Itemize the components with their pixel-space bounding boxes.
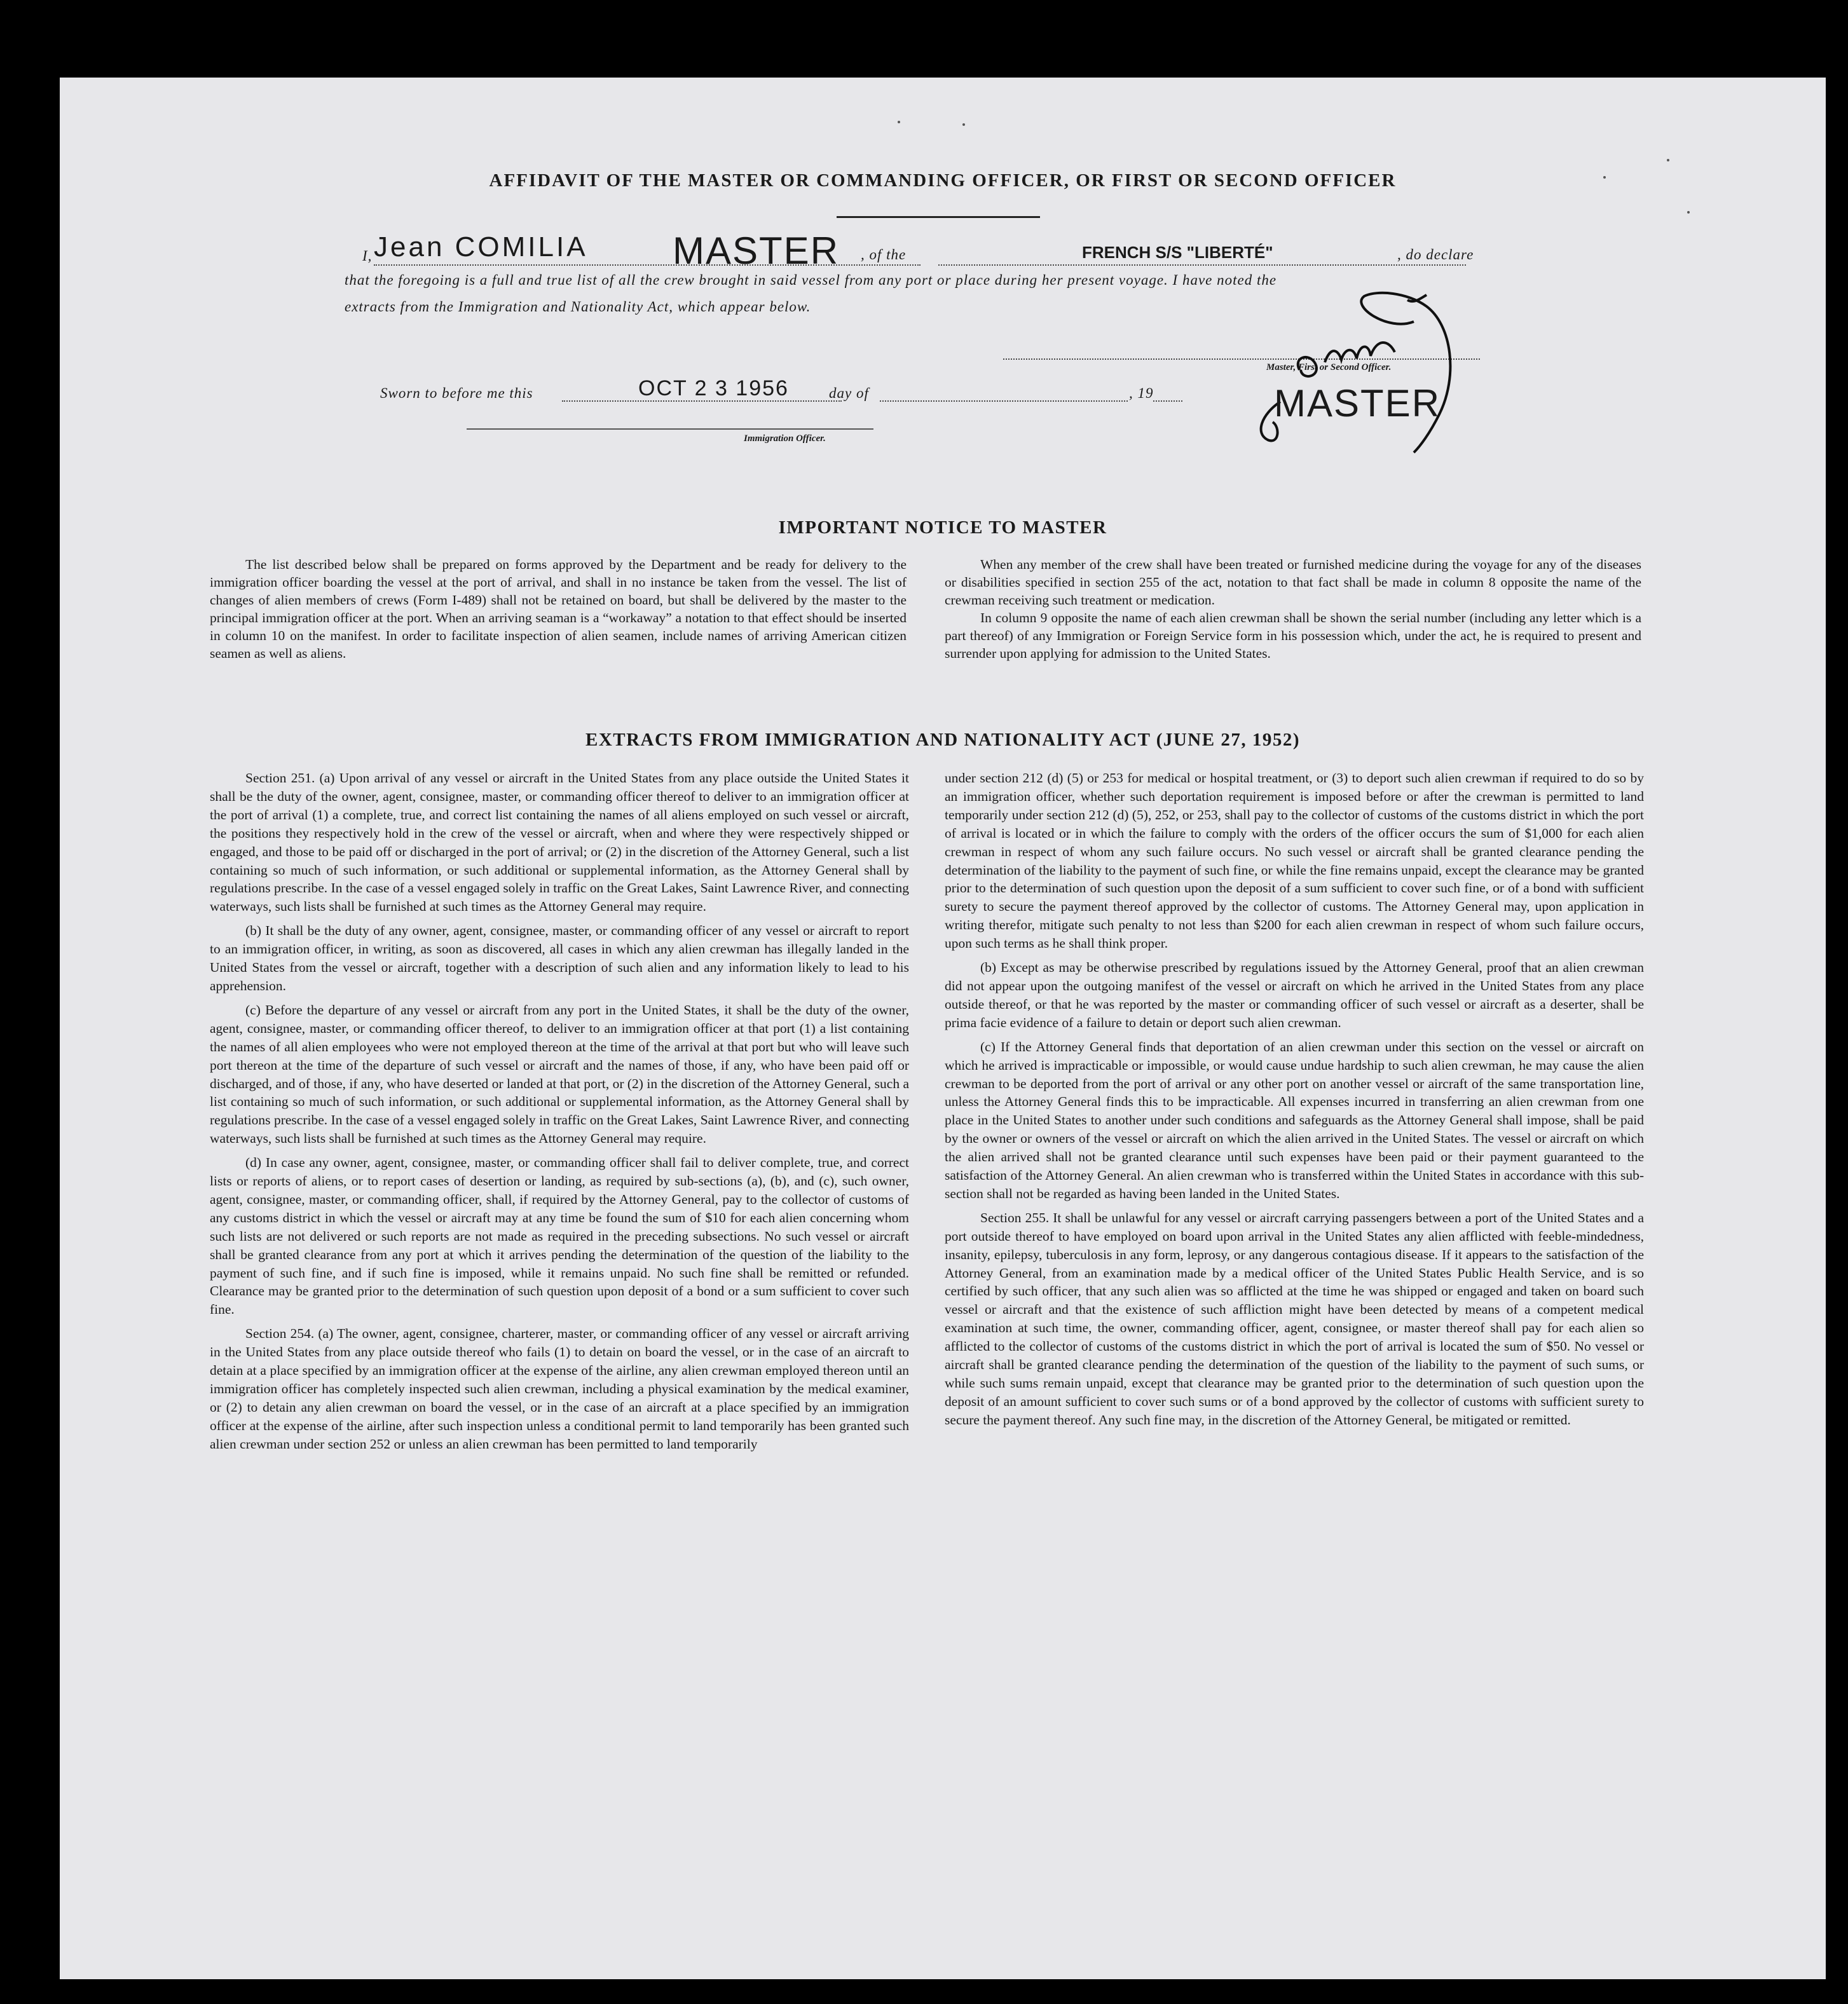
year-prefix: , 19 [1129, 385, 1154, 401]
declaration-line-3: extracts from the Immigration and Nationality Act, which appear below. [345, 299, 811, 315]
of-the-text: , of the [861, 247, 907, 262]
do-declare-text: , do declare [1397, 247, 1474, 262]
scan-speck [898, 121, 900, 123]
extracts-left-column [210, 769, 909, 1459]
affiant-pronoun: I, [362, 248, 373, 264]
title-divider [837, 216, 1040, 218]
scan-speck [1667, 159, 1669, 161]
declaration-line-2: that the foregoing is a full and true list of all the crew brought in said vessel from any port or place during her present voyage. I have noted the [345, 272, 1277, 288]
sworn-date: OCT 2 3 1956 [638, 376, 789, 400]
affidavit-title: AFFIDAVIT OF THE MASTER OR COMMANDING OFFICER, OR FIRST OR SECOND OFFICER [489, 170, 1397, 191]
section-254-b: (b) Except as may be otherwise prescribed by regulations issued by the Attorney General, proof that an alien crewman did not appear upon the outgoing manifest of the vessel or aircraft on which he arrived in the United States from any place outside thereof, or that he was reported by the master or commanding officer of such vessel or aircraft as a deserter, shall be prima facie evidence of a failure to detain or deport such alien crewman. [945, 960, 1644, 1030]
affiant-rank: MASTER [673, 229, 840, 272]
section-255: Section 255. It shall be unlawful for any vessel or aircraft carrying passengers between a port of the United States and a port outside thereof to have employed on board upon arrival in the United States any alien afflicted with feeble-mindedness, insanity, epilepsy, tuberculosis in any form, leprosy, or any dangerous contagious disease. If it appears to the satisfaction of the Attorney General, from an examination made by a medical officer of the United States Public Health Service, and is so certified by such officer, that any such alien was so afflicted at the time he was shipped or engaged and taken on board such vessel or aircraft and that the existence of such affliction might have been detected by means of a competent medical examination at such time, the owner, commanding officer, agent, consignee, or master thereof shall pay for each alien so afflicted to the collector of customs of the customs district in which the port of arrival is located the sum of $50. No vessel or aircraft shall be granted clearance pending the determination of the question of the liability to the payment of such sums, or while such sums remain unpaid, except that clearance may be granted prior to the determination of such question upon the deposit of an amount sufficient to cover such sums or of a bond approved by the collector of customs with sufficient surety to secure the payment thereof. Any such fine may, in the discretion of the Attorney General, be mitigated or remitted. [945, 1210, 1644, 1428]
document-page [60, 78, 1826, 1979]
section-254-a-continued: under section 212 (d) (5) or 253 for medical or hospital treatment, or (3) to deport such alien crewman if required to do so by an immigration officer, whether such deportation requirement is imposed before or after the crewman is permitted to land temporarily under section 212 (d) (5), 252, or 253, shall pay to the collector of customs of the customs district in which the port of arrival is located or in which the failure to comply with the orders of the officer occurs the sum of $1,000 for each alien crewman in respect of whom any such failure occurs. No such vessel or aircraft shall be granted clearance pending the determination of the liability to the payment of such fine, or while the fine remains unpaid, except the clearance may be granted prior to the determination of such question upon the deposit of a sum sufficient to cover such fine, or of a bond with sufficient surety to secure the payment thereof approved by the collector of customs. The Attorney General may, upon application in writing therefor, mitigate such penalty to not less than $200 for each alien crewman in respect of whom such failure occurs, upon such terms as he shall think proper. [945, 770, 1644, 951]
year-line [1153, 400, 1182, 402]
notice-right-paragraph-1: When any member of the crew shall have been treated or furnished medicine during the voyage for any of the diseases or disabilities specified in section 255 of the act, notation to that fact shall be made in column 8 opposite the name of the crewman receiving such treatment or medication. [945, 557, 1641, 608]
extracts-heading: EXTRACTS FROM IMMIGRATION AND NATIONALITY ACT (JUNE 27, 1952) [585, 730, 1301, 750]
notice-left [210, 556, 907, 662]
section-251-a: Section 251. (a) Upon arrival of any vessel or aircraft in the United States from any place outside the United States it shall be the duty of the owner, agent, consignee, master, or commanding officer thereof to deliver to an immigration officer at the port of arrival (1) a complete, true, and correct list containing the names of all aliens employed on such vessel or aircraft, the positions they respectively hold in the crew of the vessel or aircraft, when and where they were respectively shipped or engaged, and those to be paid off or discharged in the port of arrival; or (2) in the discretion of the Attorney General, such a list containing so much of such information, or such additional or supplemental information, as the Attorney General shall by regulations prescribe. In the case of a vessel engaged solely in traffic on the Great Lakes, Saint Lawrence River, and connecting waterways, such lists shall be furnished at such times as the Attorney General may require. [210, 770, 909, 915]
vessel-line [938, 264, 1466, 266]
name-line [374, 264, 921, 266]
scan-speck [1687, 211, 1690, 214]
signature-caption: Master, First or Second Officer. [1266, 362, 1392, 372]
notice-left-paragraph: The list described below shall be prepared on forms approved by the Department and be ready for delivery to the immigration officer boarding the vessel at the port of arrival, and shall in no instance be taken from the vessel. The list of changes of alien members of crews (Form I-489) shall not be retained on board, but shall be delivered by the master to the principal immigration officer at the port. When an arriving seaman is a “workaway” a notation to that effect should be inserted in column 10 on the manifest. In order to facilitate inspection of alien seamen, include names of arriving American citizen seamen as well as aliens. [210, 557, 907, 661]
section-251-d: (d) In case any owner, agent, consignee, master, or commanding officer shall fail to deliver complete, true, and correct lists or reports of aliens, or to report cases of desertion or landing, as required by sub-sections (a), (b), and (c), such owner, agent, consignee, master, or commanding officer, shall, if required by the Attorney General, pay to the collector of customs of any customs district in which the vessel or aircraft may at any time be found the sum of $10 for each alien concerning whom such lists are not delivered or such reports are not made as required in the preceding subsections. No such vessel or aircraft shall be granted clearance from any port at which it arrives pending the determination of the question of the liability to the payment of such fine, and if such fine is imposed, while it remains unpaid. No such fine shall be remitted or refunded. Clearance may be granted prior to the determination of such question upon deposit of a bond or a sum sufficient to cover such fine. [210, 1155, 909, 1318]
notice-right [945, 556, 1641, 662]
month-line [880, 400, 1128, 402]
extracts-right-column [945, 769, 1644, 1435]
signature-stamp: MASTER [1274, 382, 1441, 425]
sworn-label: Sworn to before me this [380, 385, 533, 401]
notice-heading: IMPORTANT NOTICE TO MASTER [778, 517, 1107, 538]
section-251-c: (c) Before the departure of any vessel or aircraft from any port in the United States, it shall be the duty of the owner, agent, consignee, master, or commanding officer thereof, to deliver to an immigration officer at that port (1) a list containing the names of all alien employees who were not employed thereon at the time of the arrival at that port but who will leave such port thereon at the time of the departure of such vessel or aircraft and the names of those, if any, who have been paid off or discharged, and of those, if any, who have deserted or landed at that port, or (2) in the discretion of the Attorney General, such a list containing so much of such information, or such additional or supplemental information, as the Attorney General shall by regulations prescribe. In the case of a vessel engaged solely in traffic on the Great Lakes, Saint Lawrence River, and connecting waterways, such lists shall be furnished at such times as the Attorney General may require. [210, 1002, 909, 1147]
section-254-c: (c) If the Attorney General finds that deportation of an alien crewman under this section on the vessel or aircraft on which he arrived is impracticable or impossible, or would cause undue hardship to such alien crewman, he may cause the alien crewman to be deported from the port of arrival or any other port on another vessel or aircraft of the same transportation line, unless the Attorney General finds this to be impracticable. All expenses incurred in transferring an alien crewman from one place in the United States to another under such conditions and safeguards as the Attorney General shall impose, shall be paid by the owner or owners of the vessel or aircraft on which the alien arrived in the United States. The vessel or aircraft on which the alien arrived shall not be granted clearance until such expenses have been paid or their payment guaranteed to the satisfaction of the Attorney General. An alien crewman who is transferred within the United States in accordance with this sub-section shall not be regarded as having been landed in the United States. [945, 1039, 1644, 1201]
day-of-text: day of [829, 385, 869, 401]
officer-caption: Immigration Officer. [744, 433, 826, 444]
scan-speck [962, 123, 965, 126]
officer-signature-line [467, 428, 873, 430]
section-254-a: Section 254. (a) The owner, agent, consignee, charterer, master, or commanding officer of any vessel or aircraft arriving in the United States from any place outside thereof who fails (1) to detain on board the vessel, or in the case of an aircraft to detain at a place specified by an immigration officer at the expense of the airline, any alien crewman employed thereon until an immigration officer has completely inspected such alien crewman, including a physical examination by the medical examiner, or (2) to detain any alien crewman on board the vessel, or in the case of an aircraft at a place specified by an immigration officer at the expense of the airline, after such inspection unless a conditional permit to land temporarily has been granted such alien crewman under section 252 or unless an alien crewman has been permitted to land temporarily [210, 1326, 909, 1452]
section-251-b: (b) It shall be the duty of any owner, agent, consignee, master, or commanding officer of any vessel or aircraft to report to an immigration officer, in writing, as soon as discovered, all cases in which any alien crewman has illegally landed in the United States from the vessel or aircraft, together with a description of such alien and any information likely to lead to his apprehension. [210, 923, 909, 993]
vessel-name: FRENCH S/S "LIBERTÉ" [1082, 243, 1273, 262]
notice-right-paragraph-2: In column 9 opposite the name of each alien crewman shall be shown the serial number (including any letter which is a part thereof) of any Immigration or Foreign Service form in his possession which, under the act, he is required to present and surrender upon applying for admission to the United States. [945, 610, 1641, 661]
affiant-name: Jean COMILIA [374, 231, 588, 262]
